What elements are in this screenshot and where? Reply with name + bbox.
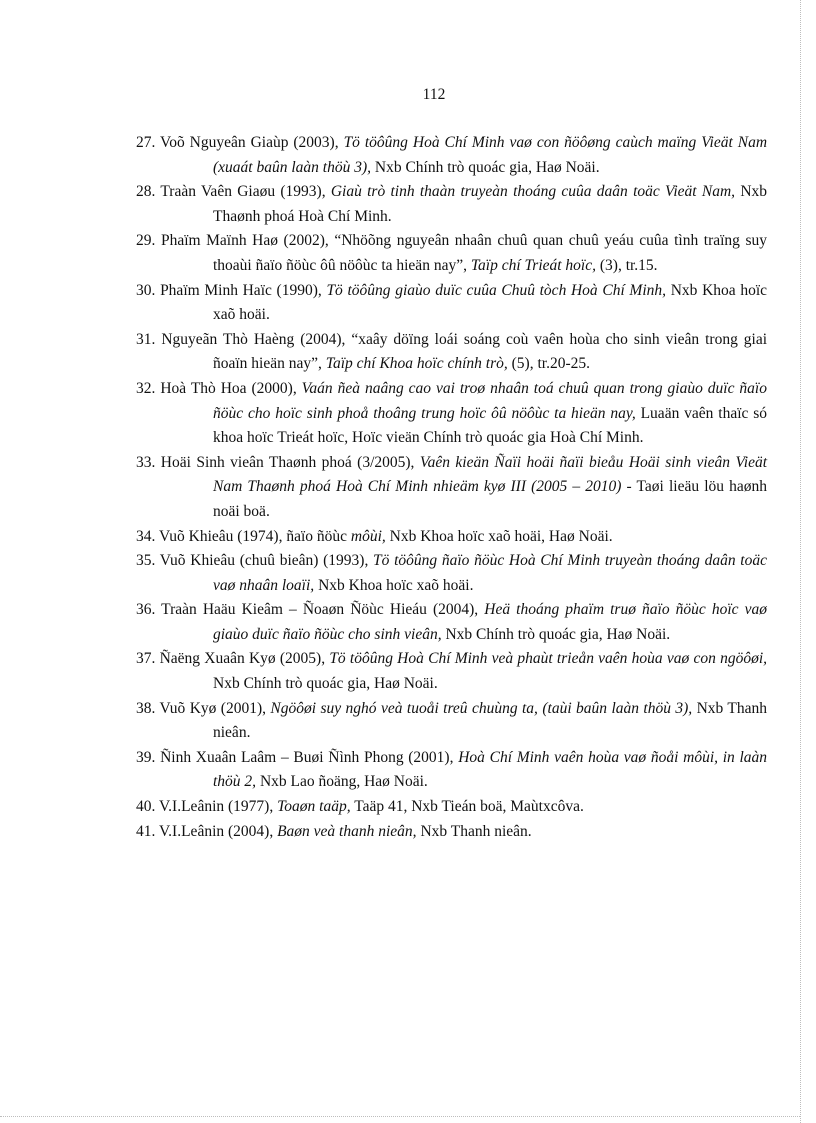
- reference-title: Tö töôûng Hoà Chí Minh vaø con ñöôøng caùch maïng Vieät Nam (xuaát baûn laàn thöù 3),: [213, 134, 768, 176]
- reference-item: [136, 377, 767, 451]
- reference-number: 32.: [136, 379, 156, 397]
- reference-item: [136, 180, 767, 229]
- reference-publisher: Taäp 41, Nxb Tieán boä, Maùtxcôva.: [354, 798, 584, 816]
- reference-number: 41.: [136, 822, 156, 840]
- reference-item: [136, 549, 767, 598]
- reference-author: Ñaëng Xuaân Kyø (2005),: [159, 650, 326, 668]
- reference-number: 29.: [136, 232, 156, 250]
- reference-item: [136, 279, 767, 328]
- reference-number: 31.: [136, 330, 156, 348]
- reference-item: [136, 697, 767, 746]
- reference-author: Ñinh Xuaân Laâm – Buøi Ñình Phong (2001),: [160, 748, 454, 766]
- reference-title: Vaên kieän Ñaïi hoäi ñaïi bieåu Hoäi sinh vieân Vieät Nam Thaønh phoá Hoà Chí Minh nhieäm kyø III (2005 – 2010): [213, 453, 768, 496]
- reference-publisher: Nxb Thanh nieân.: [213, 699, 768, 742]
- reference-number: 28.: [136, 183, 156, 201]
- reference-title: Tö töôûng giaùo duïc cuûa Chuû tòch Hoà Chí Minh,: [326, 281, 667, 299]
- reference-author: Hoà Thò Hoa (2000),: [160, 379, 297, 397]
- reference-publisher: Nxb Chính trò quoác gia, Haø Noäi.: [374, 158, 600, 176]
- reference-title: Tö töôûng Hoà Chí Minh veà phaùt trieån vaên hoùa vaø con ngöôøi,: [329, 650, 768, 668]
- reference-number: 38.: [136, 699, 156, 717]
- reference-author: Phaïm Minh Haïc (1990),: [160, 281, 322, 299]
- reference-publisher: Nxb Khoa hoïc xaõ hoäi, Haø Noäi.: [389, 527, 613, 545]
- reference-author: Nguyeãn Thò Haèng (2004), “xaây döïng loái soáng coù vaên hoùa cho sinh vieân trong giai ñoaïn hieän nay”,: [161, 330, 767, 373]
- reference-publisher: Luaän vaên thaïc só khoa hoïc Trieát hoïc, Hoïc vieän Chính trò quoác gia Hoà Chí Minh.: [213, 404, 768, 447]
- reference-author: Traàn Vaên Giaøu (1993),: [160, 183, 326, 201]
- reference-number: 33.: [136, 453, 156, 471]
- reference-title: môùi,: [350, 527, 386, 545]
- reference-publisher: Nxb Chính trò quoác gia, Haø Noäi.: [213, 675, 438, 693]
- page-border-right: [800, 0, 801, 1123]
- reference-title: Heä thoáng phaïm truø ñaïo ñöùc hoïc vaø giaùo duïc ñaïo ñöùc cho sinh vieân,: [213, 601, 767, 643]
- reference-author: Voõ Nguyeân Giaùp (2003),: [160, 134, 339, 151]
- reference-author: Phaïm Maïnh Haø (2002), “Nhöõng nguyeân nhaân chuû quan chuû yeáu cuûa tình traïng suy thoaùi ñaïo ñöùc ôû nöôùc ta hieän nay”,: [160, 232, 768, 274]
- reference-number: 37.: [136, 650, 156, 668]
- reference-number: 27.: [136, 134, 156, 151]
- reference-title: Baøn veà thanh nieân,: [277, 822, 417, 840]
- reference-author: Vuõ Khieâu (1974), ñaïo ñöùc: [158, 527, 348, 545]
- reference-title: Ngöôøi suy nghó veà tuoåi treû chuùng ta, (taùi baûn laàn thöù 3),: [270, 699, 693, 717]
- page-number: 112: [422, 86, 446, 103]
- reference-publisher: (3), tr.15.: [599, 256, 658, 274]
- reference-title: Tö töôûng ñaïo ñöùc Hoà Chí Minh truyeàn thoáng daân toäc vaø nhaân loaïi,: [213, 552, 767, 594]
- reference-author: V.I.Leânin (1977),: [158, 798, 274, 816]
- reference-publisher: Nxb Lao ñoäng, Haø Noäi.: [259, 773, 428, 791]
- reference-number: 39.: [136, 748, 156, 766]
- reference-publisher: Nxb Thaønh phoá Hoà Chí Minh.: [213, 183, 768, 225]
- reference-title: Taïp chí Khoa hoïc chính trò,: [325, 355, 508, 373]
- reference-publisher: Nxb Thanh nieân.: [420, 822, 532, 840]
- reference-item: [136, 451, 767, 525]
- reference-author: Traàn Haäu Kieâm – Ñoaøn Ñöùc Hieáu (2004),: [161, 601, 479, 619]
- reference-author: Vuõ Kyø (2001),: [159, 699, 266, 717]
- reference-item: [136, 820, 767, 845]
- reference-publisher: (5), tr.20-25.: [511, 355, 590, 373]
- reference-publisher: Nxb Khoa hoïc xaõ hoäi.: [318, 576, 474, 594]
- reference-item: [136, 131, 767, 180]
- reference-item: [136, 598, 767, 647]
- reference-item: [136, 229, 767, 278]
- reference-author: Vuõ Khieâu (chuû bieân) (1993),: [159, 552, 369, 570]
- reference-number: 34.: [136, 527, 156, 545]
- reference-author: V.I.Leânin (2004),: [158, 822, 274, 840]
- reference-item: [136, 525, 767, 550]
- reference-title: Vaán ñeà naâng cao vai troø nhaân toá chuû quan trong giaùo duïc ñaïo ñöùc cho hoïc sinh phoå thoâng trung hoïc ôû nöôùc ta hieän nay,: [213, 379, 767, 422]
- reference-title: Toaøn taäp,: [277, 798, 351, 816]
- page-border-bottom: [0, 1116, 800, 1117]
- reference-item: [136, 647, 767, 696]
- reference-author: Hoäi Sinh vieân Thaønh phoá (3/2005),: [160, 453, 415, 471]
- reference-item: [136, 795, 767, 820]
- reference-number: 30.: [136, 281, 156, 299]
- reference-number: 35.: [136, 552, 156, 570]
- reference-number: 36.: [136, 601, 156, 619]
- reference-title: Giaù trò tinh thaàn truyeàn thoáng cuûa daân toäc Vieät Nam,: [330, 183, 736, 201]
- reference-number: 40.: [136, 798, 156, 816]
- reference-publisher: Nxb Khoa hoïc xaõ hoäi.: [213, 281, 768, 324]
- reference-publisher: - Taøi lieäu löu haønh noäi boä.: [213, 478, 768, 520]
- reference-publisher: Nxb Chính trò quoác gia, Haø Noäi.: [445, 625, 671, 643]
- reference-list: [136, 131, 767, 844]
- reference-item: [136, 746, 767, 795]
- reference-title: Hoà Chí Minh vaên hoùa vaø ñoåi môùi, in laàn thöù 2,: [213, 748, 768, 791]
- reference-item: [136, 328, 767, 377]
- reference-title: Taïp chí Trieát hoïc,: [470, 256, 596, 274]
